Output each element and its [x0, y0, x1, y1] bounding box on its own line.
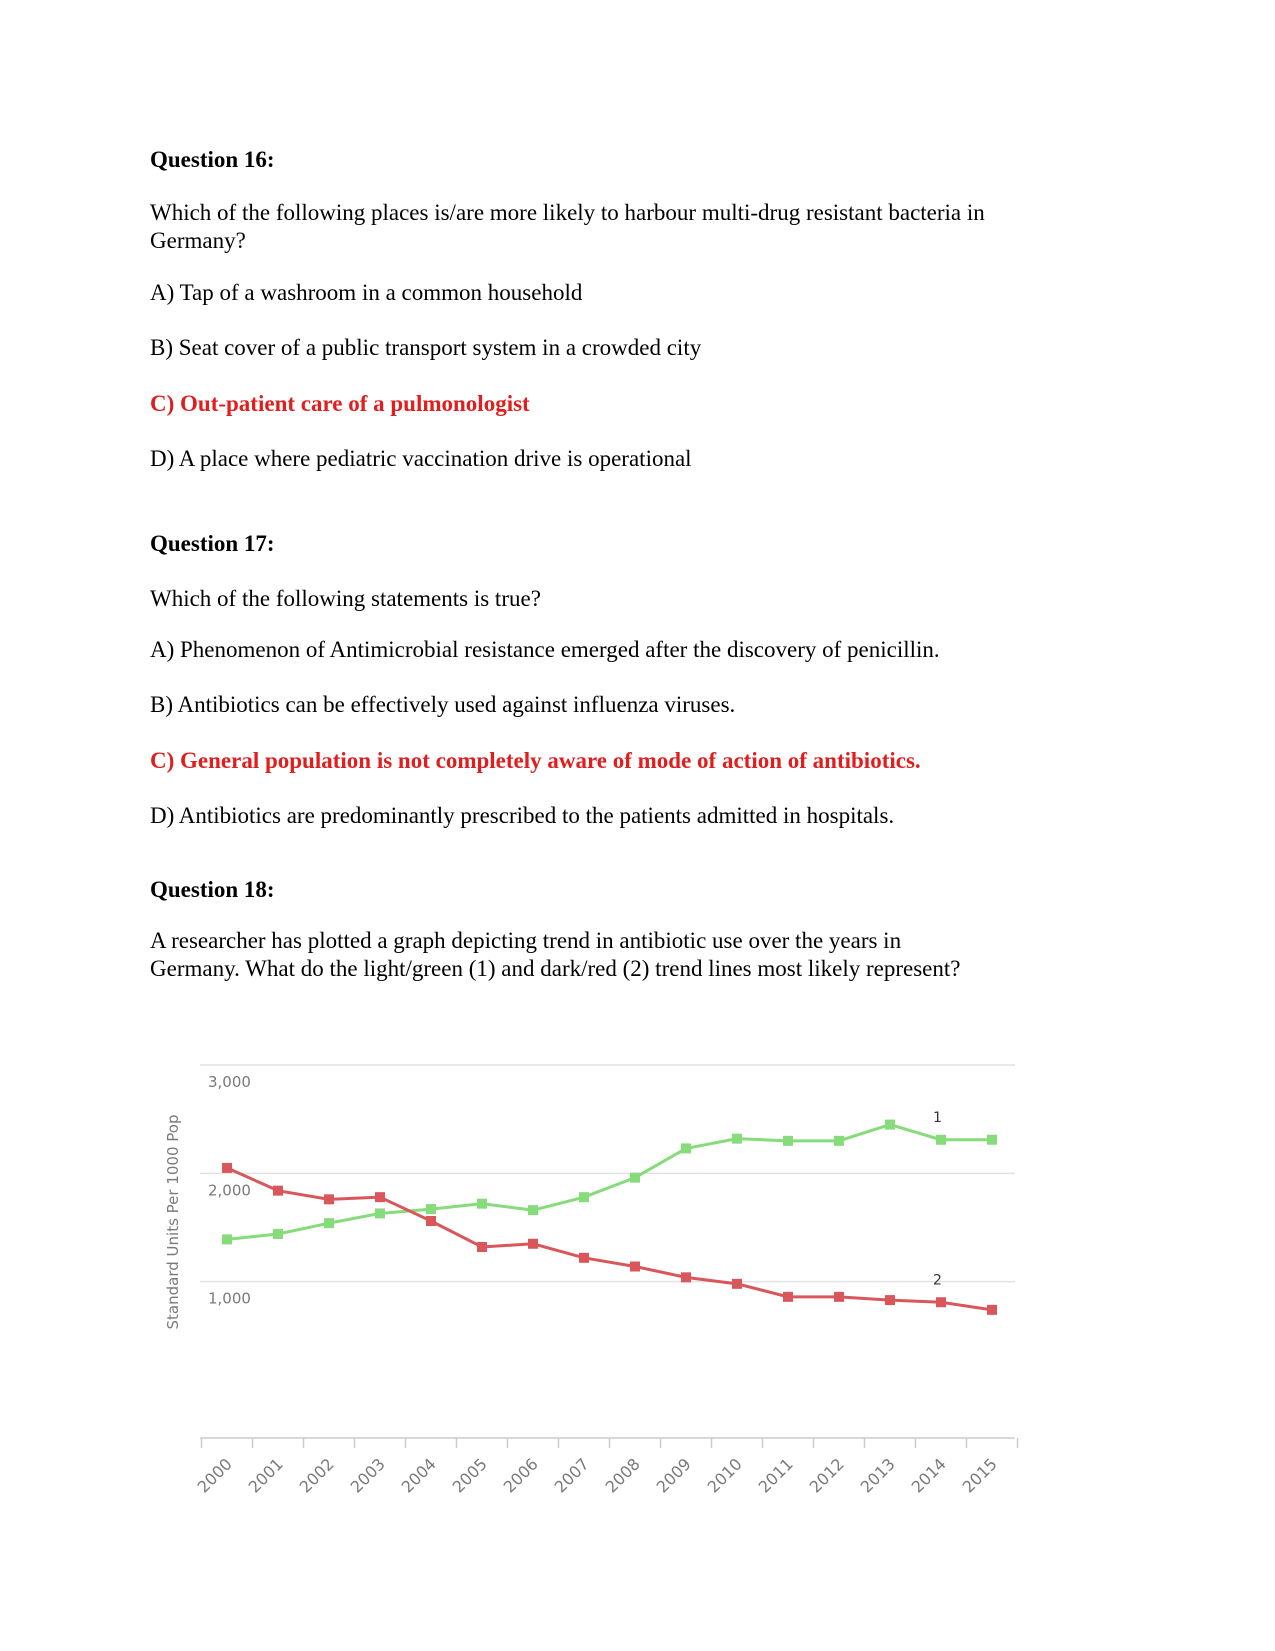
- x-tick-label-2003: 2003: [346, 1454, 389, 1497]
- series-1-point-2008: [630, 1173, 640, 1183]
- question-17-prompt-line-1: Which of the following statements is true?: [150, 586, 541, 611]
- series-2-label: 2: [933, 1272, 942, 1289]
- x-tick-label-2004: 2004: [397, 1454, 440, 1497]
- question-16-option-a: A) Tap of a washroom in a common household: [150, 280, 583, 305]
- series-1-point-2006: [528, 1205, 538, 1215]
- series-1: [222, 1110, 997, 1245]
- series-1-point-2005: [477, 1199, 487, 1209]
- series-2-point-2004: [426, 1216, 436, 1226]
- question-17-option-b: B) Antibiotics can be effectively used against influenza viruses.: [150, 692, 736, 717]
- series-1-line: [227, 1125, 992, 1240]
- question-18-prompt-line-2: Germany. What do the light/green (1) and dark/red (2) trend lines most likely represent?: [150, 956, 961, 981]
- series-1-point-2003: [375, 1208, 385, 1218]
- series-1-point-2009: [681, 1143, 691, 1153]
- series-2-line: [227, 1168, 992, 1310]
- x-axis: [194, 1438, 1018, 1497]
- series-1-point-2001: [273, 1229, 283, 1239]
- series-2-point-2007: [579, 1253, 589, 1263]
- antibiotic-use-line-chart: [150, 1040, 1030, 1497]
- question-17-title: Question 17:: [150, 531, 275, 556]
- series-1-point-2000: [222, 1234, 232, 1244]
- question-16-option-b: B) Seat cover of a public transport system in a crowded city: [150, 335, 702, 360]
- question-17-option-c-answer: C) General population is not completely aware of mode of action of antibiotics.: [150, 748, 921, 773]
- question-16-prompt-line-1: Which of the following places is/are more likely to harbour multi-drug resistant bacteria in: [150, 200, 985, 225]
- chart-series: [222, 1110, 997, 1315]
- x-tick-label-2009: 2009: [652, 1454, 695, 1497]
- question-16-option-c-answer: C) Out-patient care of a pulmonologist: [150, 391, 530, 416]
- series-1-point-2004: [426, 1204, 436, 1214]
- y-tick-label-1000: 1,000: [208, 1289, 251, 1308]
- question-16-title: Question 16:: [150, 147, 275, 172]
- series-1-point-2015: [987, 1135, 997, 1145]
- question-18-prompt-line-1: A researcher has plotted a graph depicting trend in antibiotic use over the years in: [150, 928, 902, 953]
- x-tick-label-2006: 2006: [499, 1454, 542, 1497]
- question-16-prompt-line-2: Germany?: [150, 228, 246, 253]
- y-tick-label-3000: 3,000: [208, 1073, 251, 1091]
- series-2-point-2009: [681, 1272, 691, 1282]
- series-1-point-2002: [324, 1218, 334, 1228]
- question-18-title: Question 18:: [150, 877, 275, 902]
- x-tick-label-2015: 2015: [958, 1454, 1001, 1497]
- series-2-point-2002: [324, 1194, 334, 1204]
- x-tick-label-2011: 2011: [754, 1454, 797, 1497]
- series-1-label: 1: [933, 1109, 942, 1126]
- series-1-point-2007: [579, 1192, 589, 1202]
- series-1-point-2010: [732, 1134, 742, 1144]
- series-2-point-2000: [222, 1163, 232, 1173]
- x-tick-label-2014: 2014: [907, 1454, 950, 1497]
- x-tick-label-2007: 2007: [550, 1454, 593, 1497]
- chart-gridlines: [200, 1065, 1015, 1282]
- question-17-option-d: D) Antibiotics are predominantly prescribed to the patients admitted in hospitals.: [150, 803, 895, 828]
- series-2-point-2008: [630, 1262, 640, 1272]
- x-tick-label-2000: 2000: [193, 1454, 236, 1497]
- x-tick-label-2013: 2013: [856, 1454, 899, 1497]
- x-tick-label-2010: 2010: [703, 1454, 746, 1497]
- x-tick-label-2005: 2005: [448, 1454, 491, 1497]
- y-axis-tick-labels: [208, 1073, 251, 1308]
- series-2-point-2013: [885, 1295, 895, 1305]
- series-1-point-2012: [834, 1136, 844, 1146]
- question-16-option-d: D) A place where pediatric vaccination drive is operational: [150, 446, 692, 471]
- x-tick-label-2001: 2001: [244, 1454, 287, 1497]
- series-2-point-2014: [936, 1297, 946, 1307]
- x-tick-label-2012: 2012: [805, 1454, 848, 1497]
- question-17-option-a: A) Phenomenon of Antimicrobial resistance emerged after the discovery of penicillin.: [150, 637, 940, 662]
- series-2-point-2006: [528, 1239, 538, 1249]
- series-2-point-2011: [783, 1292, 793, 1302]
- x-tick-label-2008: 2008: [601, 1454, 644, 1497]
- x-tick-label-2002: 2002: [295, 1454, 338, 1497]
- series-1-point-2011: [783, 1136, 793, 1146]
- series-2-point-2001: [273, 1186, 283, 1196]
- series-2-point-2010: [732, 1279, 742, 1289]
- series-1-point-2013: [885, 1120, 895, 1130]
- series-2-point-2005: [477, 1242, 487, 1252]
- y-tick-label-2000: 2,000: [208, 1181, 251, 1200]
- series-2-point-2012: [834, 1292, 844, 1302]
- series-1-point-2014: [936, 1135, 946, 1145]
- series-2-point-2015: [987, 1305, 997, 1315]
- series-2: [222, 1163, 997, 1315]
- y-axis-label: Standard Units Per 1000 Pop: [164, 1114, 182, 1330]
- series-2-point-2003: [375, 1192, 385, 1202]
